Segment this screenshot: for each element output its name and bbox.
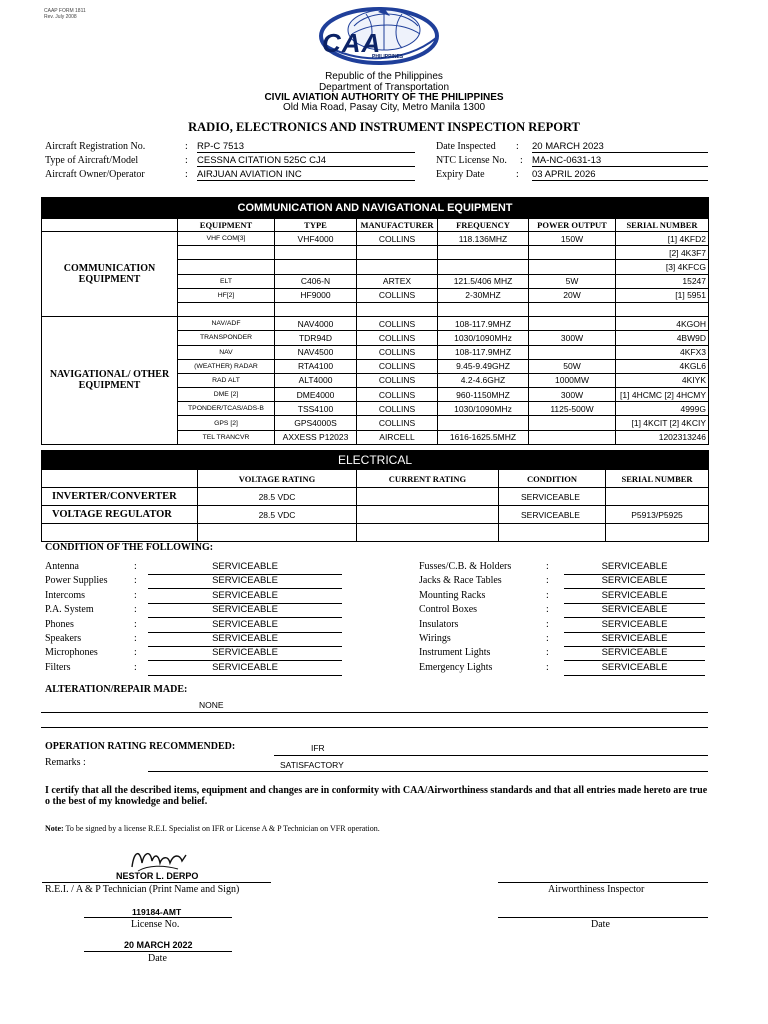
alteration-label: ALTERATION/REPAIR MADE:	[45, 684, 188, 695]
comm-nav-title: COMMUNICATION AND NAVIGATIONAL EQUIPMENT	[42, 198, 709, 219]
cell-power-output: 50W	[529, 359, 616, 373]
cell-serial	[606, 488, 709, 506]
expiry-label: Expiry Date	[436, 169, 485, 180]
cell-frequency: 9.45-9.49GHZ	[438, 359, 529, 373]
conditions-right-list	[419, 561, 709, 676]
date-inspected-value: 20 MARCH 2023	[532, 141, 708, 153]
cell-type: TDR94D	[275, 331, 357, 345]
cell-manufacturer: COLLINS	[357, 317, 438, 331]
condition-value: SERVICEABLE	[564, 647, 705, 661]
ntc-value: MA-NC-0631-13	[532, 155, 708, 167]
condition-label: Jacks & Race Tables	[419, 575, 502, 587]
expiry-colon: :	[516, 169, 519, 180]
date-inspected-label: Date Inspected	[436, 141, 496, 152]
cell-power-output: 20W	[529, 288, 616, 302]
cell-item: VOLTAGE REGULATOR	[42, 506, 198, 524]
cell-serial-number: 4KGL6	[616, 359, 709, 373]
navigational-group-label: NAVIGATIONAL/ OTHER EQUIPMENT	[42, 317, 178, 445]
col-header-condition: CONDITION	[499, 470, 606, 488]
alteration-line-2	[41, 727, 708, 728]
cell-manufacturer	[357, 246, 438, 260]
header-address: Old Mia Road, Pasay City, Metro Manila 1300	[282, 102, 486, 113]
reg-row	[45, 141, 415, 155]
condition-colon: :	[546, 575, 549, 587]
logo-acronym: CAA	[322, 28, 382, 58]
cell-equipment: RAD ALT	[178, 373, 275, 387]
ntc-colon: :	[520, 155, 523, 166]
condition-colon: :	[546, 604, 549, 616]
condition-item	[45, 633, 345, 647]
cell-frequency: 118.136MHZ	[438, 232, 529, 246]
remarks-line	[148, 771, 708, 772]
electrical-header-row	[42, 470, 709, 488]
cell-type	[275, 302, 357, 316]
cell-type: AXXESS P12023	[275, 430, 357, 444]
condition-colon: :	[134, 618, 137, 630]
condition-value: SERVICEABLE	[564, 662, 705, 676]
technician-date-label: Date	[148, 953, 167, 964]
cell-manufacturer: COLLINS	[357, 359, 438, 373]
expiry-row	[436, 169, 708, 183]
header-authority: CIVIL AVIATION AUTHORITY OF THE PHILIPPINES	[264, 92, 504, 103]
operation-label: OPERATION RATING RECOMMENDED:	[45, 741, 236, 752]
empty-header	[42, 470, 198, 488]
comm-nav-title-row	[42, 198, 709, 219]
cell-frequency	[438, 246, 529, 260]
electrical-title-row	[42, 451, 709, 470]
cell-serial-number: [1] 5951	[616, 288, 709, 302]
cell-serial-number: 4KFX3	[616, 345, 709, 359]
inspector-sign-line	[498, 882, 708, 883]
cell-power-output	[529, 430, 616, 444]
cell-frequency	[438, 416, 529, 430]
cell-item: INVERTER/CONVERTER	[42, 488, 198, 506]
col-header-manufacturer: MANUFACTURER	[357, 219, 438, 232]
logo-country: PHILIPPINES	[372, 54, 404, 60]
condition-item	[45, 647, 345, 661]
condition-value: SERVICEABLE	[564, 604, 705, 618]
cell-power-output	[529, 260, 616, 274]
note-label: Note:	[45, 824, 64, 833]
condition-value: SERVICEABLE	[564, 561, 705, 575]
condition-label: Wirings	[419, 632, 451, 644]
cell-frequency: 1616-1625.5MHZ	[438, 430, 529, 444]
cell-serial: P5913/P5925	[606, 506, 709, 524]
table-row	[42, 317, 709, 331]
reg-value: RP-C 7513	[197, 141, 415, 153]
condition-item	[419, 590, 709, 604]
cell-type	[275, 260, 357, 274]
cell-power-output	[529, 345, 616, 359]
col-header-power-output: POWER OUTPUT	[529, 219, 616, 232]
conditions-title: CONDITION OF THE FOLLOWING:	[45, 542, 214, 553]
cell-serial-number: 15247	[616, 274, 709, 288]
cell-condition	[499, 524, 606, 542]
condition-label: Speakers	[45, 632, 82, 644]
condition-value: SERVICEABLE	[148, 590, 342, 604]
cell-frequency: 121.5/406 MHZ	[438, 274, 529, 288]
communication-group-label: COMMUNICATION EQUIPMENT	[42, 232, 178, 317]
date-row	[436, 141, 708, 155]
cell-equipment: GPS [2]	[178, 416, 275, 430]
condition-label: Filters	[45, 661, 71, 673]
condition-value: SERVICEABLE	[148, 575, 342, 589]
condition-colon: :	[134, 632, 137, 644]
cell-manufacturer: COLLINS	[357, 288, 438, 302]
condition-label: Instrument Lights	[419, 647, 491, 659]
cell-manufacturer	[357, 260, 438, 274]
cell-manufacturer: AIRCELL	[357, 430, 438, 444]
cell-equipment: HF[2]	[178, 288, 275, 302]
type-colon: :	[185, 155, 188, 166]
cell-type: RTA4100	[275, 359, 357, 373]
cell-current	[357, 524, 499, 542]
cell-type: ALT4000	[275, 373, 357, 387]
cell-serial-number: [1] 4KCIT [2] 4KCIY	[616, 416, 709, 430]
condition-label: Power Supplies	[45, 575, 108, 587]
condition-label: Intercoms	[45, 589, 85, 601]
cell-current	[357, 506, 499, 524]
cell-frequency	[438, 260, 529, 274]
condition-label: Antenna	[45, 561, 79, 572]
cell-type	[275, 246, 357, 260]
license-value: 119184-AMT	[132, 907, 182, 917]
condition-value: SERVICEABLE	[148, 647, 342, 661]
condition-colon: :	[546, 632, 549, 644]
condition-label: Fusses/C.B. & Holders	[419, 561, 512, 572]
cell-power-output: 5W	[529, 274, 616, 288]
cell-frequency: 108-117.9MHZ	[438, 345, 529, 359]
cell-equipment: ELT	[178, 274, 275, 288]
conditions-left-list	[45, 561, 345, 676]
condition-value: SERVICEABLE	[564, 619, 705, 633]
note	[45, 824, 705, 833]
col-header-frequency: FREQUENCY	[438, 219, 529, 232]
condition-item	[419, 619, 709, 633]
cell-serial-number: 1202313246	[616, 430, 709, 444]
technician-sign-line	[42, 882, 271, 883]
caa-logo	[314, 4, 444, 68]
inspector-date-line	[498, 917, 708, 918]
condition-value: SERVICEABLE	[564, 575, 705, 589]
condition-item	[419, 633, 709, 647]
cell-serial	[606, 524, 709, 542]
cell-serial-number: [2] 4K3F7	[616, 246, 709, 260]
condition-value: SERVICEABLE	[148, 619, 342, 633]
cell-frequency: 108-117.9MHZ	[438, 317, 529, 331]
inspector-date-label: Date	[591, 919, 610, 930]
technician-name: NESTOR L. DERPO	[116, 871, 199, 881]
technician-label: R.E.I. / A & P Technician (Print Name and Sign)	[45, 884, 240, 895]
electrical-title: ELECTRICAL	[42, 451, 709, 470]
condition-colon: :	[546, 661, 549, 673]
cell-type: C406-N	[275, 274, 357, 288]
cell-power-output: 300W	[529, 331, 616, 345]
cell-item	[42, 524, 198, 542]
cell-frequency: 1030/1090MHz	[438, 402, 529, 416]
cell-voltage: 28.5 VDC	[198, 488, 357, 506]
condition-value: SERVICEABLE	[148, 604, 342, 618]
alteration-value: NONE	[199, 700, 224, 710]
type-value: CESSNA CITATION 525C CJ4	[197, 155, 415, 167]
cell-equipment: NAV/ADF	[178, 317, 275, 331]
cell-frequency: 4.2-4.6GHZ	[438, 373, 529, 387]
cell-type: DME4000	[275, 388, 357, 402]
cell-condition: SERVICEABLE	[499, 488, 606, 506]
condition-item	[419, 662, 709, 676]
condition-value: SERVICEABLE	[148, 662, 342, 676]
cell-power-output: 1000MW	[529, 373, 616, 387]
ntc-row	[436, 155, 708, 169]
aircraft-info-left	[45, 141, 415, 183]
empty-header	[42, 219, 178, 232]
form-number-text: CAAP FORM 1811	[44, 8, 86, 14]
condition-colon: :	[134, 647, 137, 659]
reg-label: Aircraft Registration No.	[45, 141, 146, 152]
cell-serial-number: 4KIYK	[616, 373, 709, 387]
cell-manufacturer: COLLINS	[357, 345, 438, 359]
remarks-label: Remarks :	[45, 757, 86, 768]
condition-colon: :	[546, 647, 549, 659]
cell-power-output: 150W	[529, 232, 616, 246]
cell-power-output	[529, 317, 616, 331]
cell-equipment	[178, 246, 275, 260]
cell-type: NAV4000	[275, 317, 357, 331]
cell-frequency: 960-1150MHZ	[438, 388, 529, 402]
condition-item	[45, 662, 345, 676]
cell-power-output	[529, 246, 616, 260]
inspector-label: Airworthiness Inspector	[548, 884, 645, 895]
owner-label: Aircraft Owner/Operator	[45, 169, 145, 180]
type-row	[45, 155, 415, 169]
cell-serial-number: 4KGOH	[616, 317, 709, 331]
cell-frequency: 2-30MHZ	[438, 288, 529, 302]
cell-equipment: TRANSPONDER	[178, 331, 275, 345]
cell-current	[357, 488, 499, 506]
technician-date-value: 20 MARCH 2022	[124, 940, 193, 950]
technician-date-line	[84, 951, 232, 952]
condition-item	[45, 604, 345, 618]
table-row	[42, 506, 709, 524]
cell-manufacturer: COLLINS	[357, 402, 438, 416]
condition-colon: :	[134, 604, 137, 616]
type-label: Type of Aircraft/Model	[45, 155, 139, 166]
cell-voltage	[198, 524, 357, 542]
condition-value: SERVICEABLE	[564, 633, 705, 647]
cell-equipment: (WEATHER) RADAR	[178, 359, 275, 373]
condition-item	[419, 647, 709, 661]
reg-colon: :	[185, 141, 188, 152]
cell-type: TSS4100	[275, 402, 357, 416]
comm-nav-header-row	[42, 219, 709, 232]
condition-colon: :	[546, 561, 549, 572]
form-revision-text: Rev. July 2008	[44, 14, 77, 20]
condition-label: Mounting Racks	[419, 589, 486, 601]
col-header-equipment: EQUIPMENT	[178, 219, 275, 232]
cell-manufacturer: COLLINS	[357, 388, 438, 402]
cell-type: VHF4000	[275, 232, 357, 246]
col-header-type: TYPE	[275, 219, 357, 232]
cell-equipment: TPONDER/TCAS/ADS-B	[178, 402, 275, 416]
condition-colon: :	[546, 589, 549, 601]
cell-equipment	[178, 260, 275, 274]
remarks-value: SATISFACTORY	[280, 760, 344, 770]
cell-condition: SERVICEABLE	[499, 506, 606, 524]
cell-serial-number: 4999G	[616, 402, 709, 416]
table-row	[42, 488, 709, 506]
license-label: License No.	[131, 919, 180, 930]
condition-colon: :	[134, 575, 137, 587]
cell-type: NAV4500	[275, 345, 357, 359]
cell-equipment: NAV	[178, 345, 275, 359]
cell-equipment	[178, 302, 275, 316]
col-header-serial: SERIAL NUMBER	[606, 470, 709, 488]
license-line	[84, 917, 232, 918]
comm-nav-table	[41, 197, 709, 445]
col-header-voltage: VOLTAGE RATING	[198, 470, 357, 488]
condition-label: Control Boxes	[419, 604, 478, 616]
cell-type: GPS4000S	[275, 416, 357, 430]
operation-line	[274, 755, 708, 756]
note-text: To be signed by a license R.E.I. Specialist on IFR or License A & P Technician on VFR operation.	[65, 824, 380, 833]
form-number	[44, 8, 86, 20]
condition-label: Insulators	[419, 618, 459, 630]
condition-item	[45, 575, 345, 589]
header-republic: Republic of the Philippines	[325, 71, 443, 82]
table-row	[42, 232, 709, 246]
expiry-value: 03 APRIL 2026	[532, 169, 708, 181]
cell-serial-number: [1] 4KFD2	[616, 232, 709, 246]
cell-equipment: DME [2]	[178, 388, 275, 402]
condition-label: Emergency Lights	[419, 661, 493, 673]
condition-value: SERVICEABLE	[148, 561, 342, 575]
certification-text: I certify that all the described items, equipment and changes are in conformity with CAA/Airworthiness standards and that all entries made hereto are true o the best of my knowledge and belief.	[45, 785, 708, 807]
condition-colon: :	[134, 561, 137, 572]
cell-serial-number: [1] 4HCMC [2] 4HCMY	[616, 388, 709, 402]
condition-value: SERVICEABLE	[564, 590, 705, 604]
condition-label: P.A. System	[45, 604, 94, 616]
condition-item	[45, 561, 345, 575]
ntc-label: NTC License No.	[436, 155, 507, 166]
cell-manufacturer	[357, 302, 438, 316]
condition-colon: :	[134, 589, 137, 601]
condition-item	[419, 575, 709, 589]
owner-row	[45, 169, 415, 183]
header-department: Department of Transportation	[318, 82, 450, 93]
cell-serial-number: [3] 4KFCG	[616, 260, 709, 274]
cell-power-output	[529, 416, 616, 430]
col-header-serial-number: SERIAL NUMBER	[616, 219, 709, 232]
condition-value: SERVICEABLE	[148, 633, 342, 647]
owner-value: AIRJUAN AVIATION INC	[197, 169, 415, 181]
cell-manufacturer: COLLINS	[357, 416, 438, 430]
condition-item	[419, 604, 709, 618]
cell-frequency: 1030/1090MHz	[438, 331, 529, 345]
operation-value: IFR	[311, 743, 325, 753]
cell-power-output: 300W	[529, 388, 616, 402]
owner-colon: :	[185, 169, 188, 180]
condition-colon: :	[134, 661, 137, 673]
cell-frequency	[438, 302, 529, 316]
condition-label: Microphones	[45, 647, 98, 659]
date-colon: :	[516, 141, 519, 152]
cell-type: HF9000	[275, 288, 357, 302]
cell-manufacturer: COLLINS	[357, 232, 438, 246]
cell-serial-number	[616, 302, 709, 316]
condition-item	[45, 619, 345, 633]
cell-manufacturer: COLLINS	[357, 331, 438, 345]
cell-manufacturer: COLLINS	[357, 373, 438, 387]
condition-colon: :	[546, 618, 549, 630]
cell-serial-number: 4BW9D	[616, 331, 709, 345]
table-row	[42, 524, 709, 542]
cell-power-output: 1125-500W	[529, 402, 616, 416]
col-header-current: CURRENT RATING	[357, 470, 499, 488]
cell-voltage: 28.5 VDC	[198, 506, 357, 524]
cell-equipment: TEL TRANCVR	[178, 430, 275, 444]
condition-label: Phones	[45, 618, 74, 630]
cell-equipment: VHF COM[3]	[178, 232, 275, 246]
alteration-line-1	[41, 712, 708, 713]
cell-manufacturer: ARTEX	[357, 274, 438, 288]
page-title: RADIO, ELECTRONICS AND INSTRUMENT INSPECTION REPORT	[188, 120, 580, 134]
cell-power-output	[529, 302, 616, 316]
electrical-table	[41, 450, 709, 542]
condition-item	[419, 561, 709, 575]
condition-item	[45, 590, 345, 604]
aircraft-info-right	[436, 141, 708, 183]
